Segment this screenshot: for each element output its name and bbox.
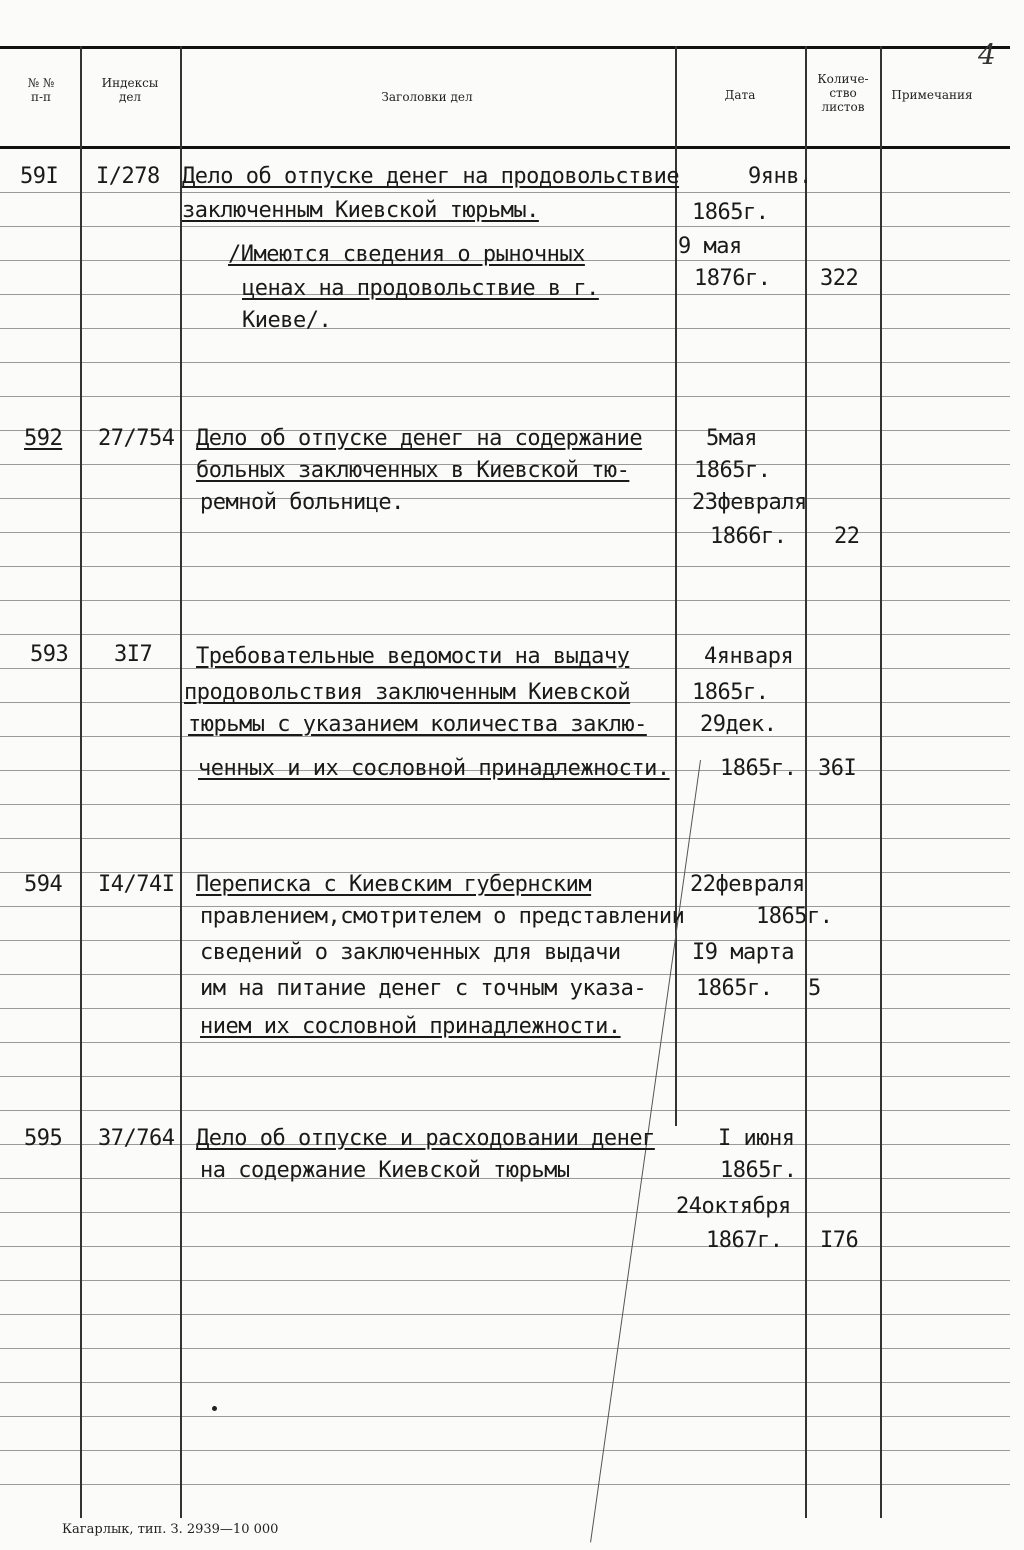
record-title-line: на содержание Киевской тюрьмы <box>200 1158 570 1183</box>
ruled-line <box>0 1076 1010 1077</box>
record-date: 29дек. <box>700 712 777 737</box>
ruled-line <box>0 974 1010 975</box>
ruled-line <box>0 600 1010 601</box>
record-index: 3I7 <box>114 642 153 667</box>
record-title-line: заключенным Киевской тюрьмы. <box>182 198 539 223</box>
record-date: 1865г. <box>692 680 769 705</box>
record-number: 59I <box>20 164 59 189</box>
record-title-line: больных заключенных в Киевской тю- <box>196 458 630 483</box>
record-title-line: /Имеются сведения о рыночных <box>228 242 585 267</box>
record-index: 37/764 <box>98 1126 175 1151</box>
column-divider <box>80 46 82 1518</box>
ruled-line <box>0 566 1010 567</box>
record-title-line: Киеве/. <box>242 308 332 333</box>
record-sheet-count: 5 <box>808 976 821 1001</box>
record-title-line: ченных и их сословной принадлежности. <box>198 756 670 781</box>
ruled-line <box>0 1212 1010 1213</box>
printer-imprint: Кагарлык, тип. З. 2939—10 000 <box>62 1522 279 1537</box>
record-date: 1865г. <box>756 904 833 929</box>
record-date: 5мая <box>706 426 757 451</box>
ruled-line <box>0 192 1010 193</box>
ruled-line <box>0 1416 1010 1417</box>
record-date: I9 марта <box>692 940 794 965</box>
ruled-line <box>0 1450 1010 1451</box>
header-top-rule <box>0 46 1010 49</box>
column-divider <box>180 46 182 1518</box>
ruled-line <box>0 634 1010 635</box>
record-number: 592 <box>24 426 63 451</box>
header-date: Дата <box>724 88 756 102</box>
record-title-line: им на питание денег с точным указа- <box>200 976 647 1001</box>
ruled-line <box>0 1348 1010 1349</box>
ruled-line <box>0 1110 1010 1111</box>
ruled-line <box>0 362 1010 363</box>
record-date: 9янв. <box>748 164 812 189</box>
record-title-line: продовольствия заключенным Киевской <box>184 680 631 705</box>
record-title-line: Переписка с Киевским губернским <box>196 872 592 897</box>
ruled-line <box>0 396 1010 397</box>
column-divider <box>880 46 882 1518</box>
record-index: I/278 <box>96 164 160 189</box>
record-title-line: Дело об отпуске денег на продовольствие <box>182 164 680 189</box>
ruled-line <box>0 804 1010 805</box>
record-number: 593 <box>30 642 69 667</box>
record-title-line: нием их сословной принадлежности. <box>200 1014 621 1039</box>
page-number-mark: 4 <box>978 38 996 71</box>
record-title-line: сведений о заключенных для выдачи <box>200 940 621 965</box>
record-sheet-count: 36I <box>818 756 857 781</box>
record-sheet-count: 22 <box>834 524 860 549</box>
ruled-line <box>0 1314 1010 1315</box>
ruled-line <box>0 1382 1010 1383</box>
header-sheet-count: Количе- ство листов <box>817 72 869 114</box>
record-date: 1876г. <box>694 266 771 291</box>
record-title-line: правлением,смотрителем о представлении <box>200 904 685 929</box>
ruled-line <box>0 1484 1010 1485</box>
record-date: 23февраля <box>692 490 807 515</box>
ruled-line <box>0 1008 1010 1009</box>
record-title-line: ценах на продовольствие в г. <box>242 276 599 301</box>
ink-dot <box>212 1406 217 1411</box>
record-date: I июня <box>718 1126 795 1151</box>
header-title: Заголовки дел <box>381 90 473 104</box>
column-divider <box>675 46 677 1126</box>
ruled-line <box>0 328 1010 329</box>
header-bottom-rule <box>0 146 1010 149</box>
record-date: 1865г. <box>720 1158 797 1183</box>
record-date: 1865г. <box>692 200 769 225</box>
ruled-line <box>0 1280 1010 1281</box>
record-date: 24октября <box>676 1194 791 1219</box>
record-title-line: Дело об отпуске и расходовании денег <box>196 1126 655 1151</box>
header-index: Индексы дел <box>101 76 159 104</box>
ruled-line <box>0 1246 1010 1247</box>
record-date: 1867г. <box>706 1228 783 1253</box>
record-number: 594 <box>24 872 63 897</box>
ruled-line <box>0 838 1010 839</box>
record-date: 1865г. <box>696 976 773 1001</box>
ruled-line <box>0 1042 1010 1043</box>
record-date: 1866г. <box>710 524 787 549</box>
record-index: I4/74I <box>98 872 175 897</box>
ruled-line <box>0 498 1010 499</box>
record-sheet-count: 322 <box>820 266 859 291</box>
record-date: 4января <box>704 644 794 669</box>
record-number: 595 <box>24 1126 63 1151</box>
record-title-line: тюрьмы с указанием количества заклю- <box>188 712 647 737</box>
record-index: 27/754 <box>98 426 175 451</box>
record-sheet-count: I76 <box>820 1228 859 1253</box>
record-date: 9 мая <box>678 234 742 259</box>
header-number: № № п-п <box>27 76 55 104</box>
record-date: 1865г. <box>694 458 771 483</box>
record-title-line: Требовательные ведомости на выдачу <box>196 644 630 669</box>
column-divider <box>805 46 807 1518</box>
header-notes: Примечания <box>891 88 973 102</box>
record-date: 22февраля <box>690 872 805 897</box>
ruled-line <box>0 226 1010 227</box>
record-date: 1865г. <box>720 756 797 781</box>
record-title-line: Дело об отпуске денег на содержание <box>196 426 643 451</box>
record-title-line: ремной больнице. <box>200 490 404 515</box>
